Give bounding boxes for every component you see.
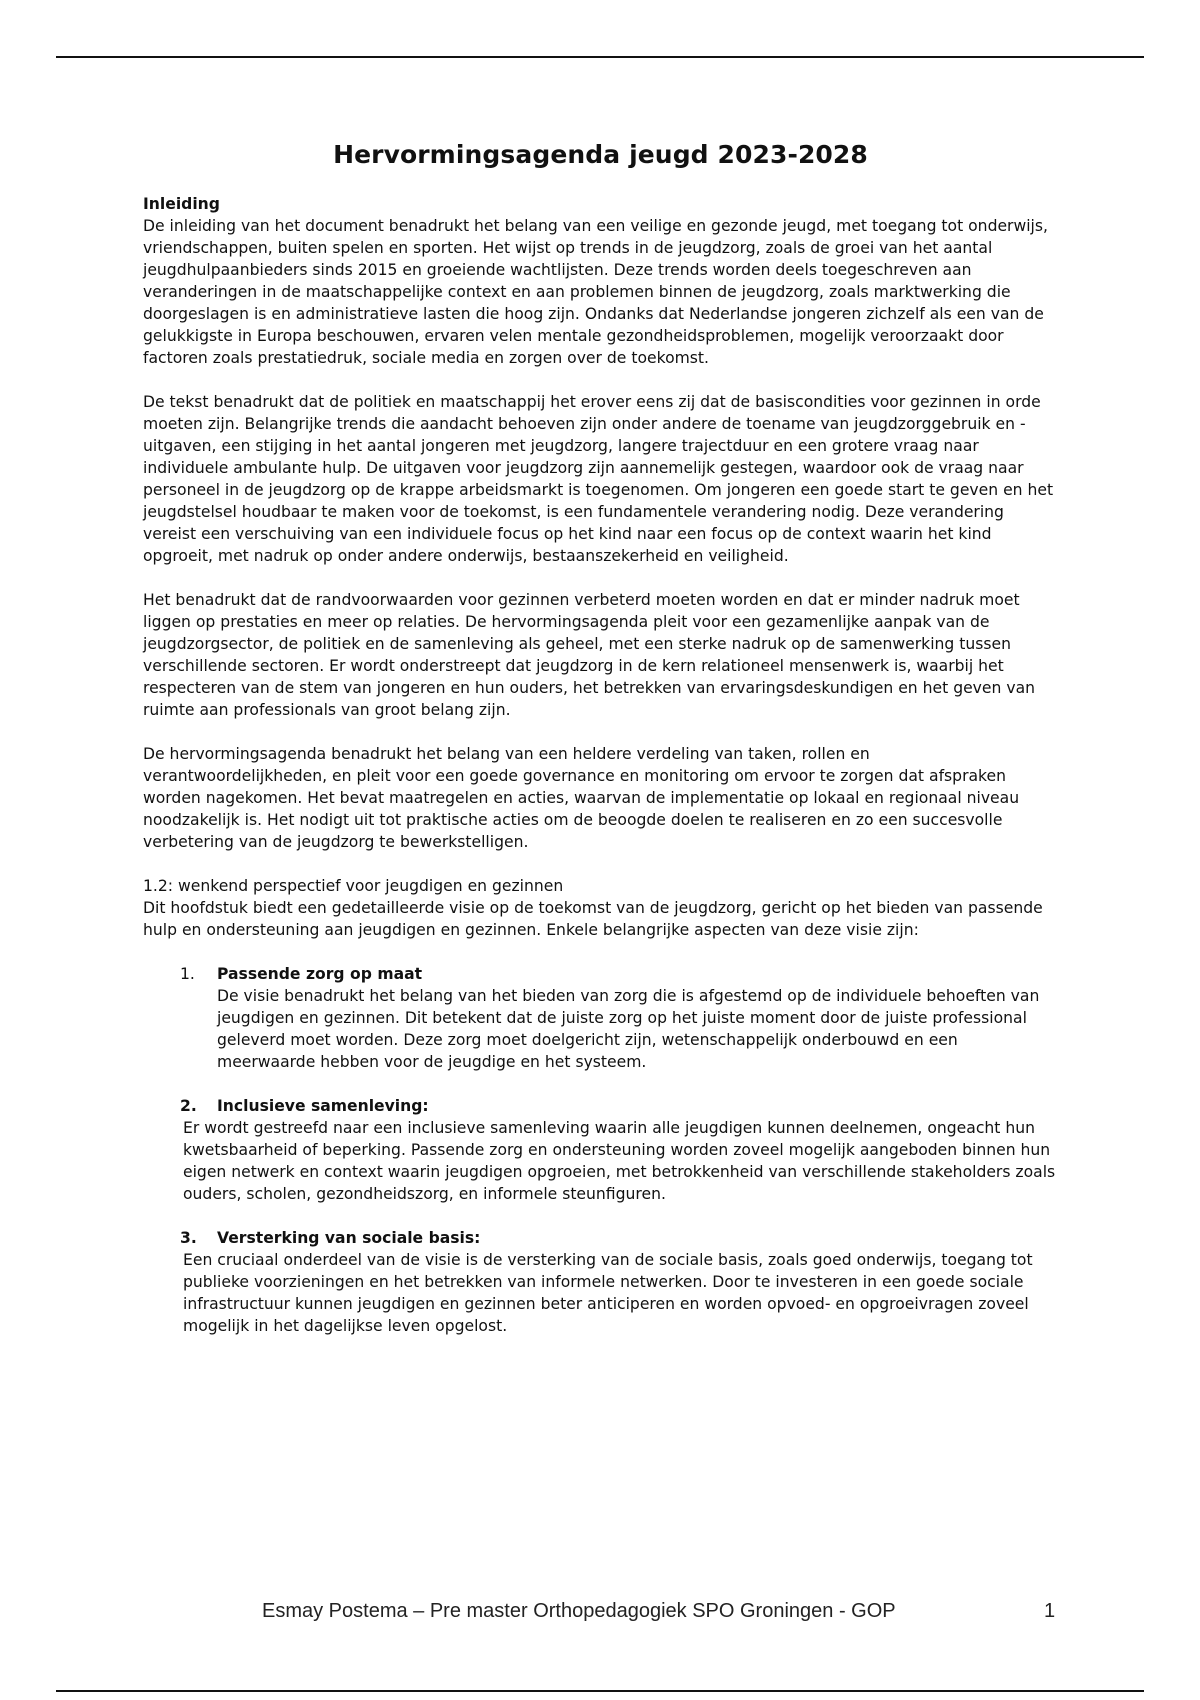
vision-list xyxy=(143,963,1058,1337)
list-item-title: Passende zorg op maat xyxy=(217,965,423,983)
section-intro: Dit hoofdstuk biedt een gedetailleerde visie op de toekomst van de jeugdzorg, gericht op het bieden van passende hulp en ondersteuning aan jeugdigen en gezinnen. Enkele belangrijke aspecten van deze visie zijn: xyxy=(143,899,1043,939)
intro-paragraph-1: De inleiding van het document benadrukt het belang van een veilige en gezonde jeugd, met toegang tot onderwijs, vriendschappen, buiten spelen en sporten. Het wijst op trends in de jeugdzorg, zoals de groei van het aantal jeugdhulpaanbieders sinds 2015 en groeiende wachtlijsten. Deze trends worden deels toegeschreven aan veranderingen in de maatschappelijke context en aan problemen binnen de jeugdzorg, zoals marktwerking die doorgeslagen is en administratieve lasten die hoog zijn. Ondanks dat Nederlandse jongeren zichzelf als een van de gelukkigste in Europa beschouwen, ervaren velen mentale gezondheidsproblemen, mogelijk veroorzaakt door factoren zoals prestatiedruk, sociale media en zorgen over de toekomst. xyxy=(143,217,1048,367)
list-item-text: Een cruciaal onderdeel van de visie is de versterking van de sociale basis, zoals goed onderwijs, toegang tot publieke voorzieningen en het betrekken van informele netwerken. Door te investeren in een goede sociale infrastructuur kunnen jeugdigen en gezinnen beter anticiperen en worden opvoed- en opgroeivragen zoveel mogelijk in het dagelijkse leven opgelost. xyxy=(183,1251,1033,1335)
list-item-number: 1. xyxy=(180,965,195,983)
top-rule xyxy=(56,56,1144,58)
list-item xyxy=(143,1095,1058,1205)
intro-paragraph-2: De tekst benadrukt dat de politiek en maatschappij het erover eens zij dat de basiscondities voor gezinnen in orde moeten zijn. Belangrijke trends die aandacht behoeven zijn onder andere de toename van jeugdzorggebruik en -uitgaven, een stijging in het aantal jongeren met jeugdzorg, langere trajectduur en een grotere vraag naar individuele ambulante hulp. De uitgaven voor jeugdzorg zijn aannemelijk gestegen, waardoor ook de vraag naar personeel in de jeugdzorg op de krappe arbeidsmarkt is toegenomen. Om jongeren een goede start te geven en het jeugdstelsel houdbaar te maken voor de toekomst, is een fundamentele verandering nodig. Deze verandering vereist een verschuiving van een individuele focus op het kind naar een focus op de context waarin het kind opgroeit, met nadruk op onder andere onderwijs, bestaanszekerheid en veiligheid. xyxy=(143,393,1054,565)
list-item-title: Inclusieve samenleving: xyxy=(217,1097,429,1115)
list-item-title: Versterking van sociale basis: xyxy=(217,1229,481,1247)
document-body xyxy=(143,140,1058,1359)
section-heading: 1.2: wenkend perspectief voor jeugdigen en gezinnen xyxy=(143,877,564,895)
document-title: Hervormingsagenda jeugd 2023-2028 xyxy=(333,140,868,169)
list-item-number: 3. xyxy=(180,1229,197,1247)
list-item xyxy=(143,1227,1058,1337)
intro-paragraph-4: De hervormingsagenda benadrukt het belang van een heldere verdeling van taken, rollen en verantwoordelijkheden, en pleit voor een goede governance en monitoring om ervoor te zorgen dat afspraken worden nagekomen. Het bevat maatregelen en acties, waarvan de implementatie op lokaal en regionaal niveau noodzakelijk is. Het nodigt uit tot praktische acties om de beoogde doelen te realiseren en zo een succesvolle verbetering van de jeugdzorg te bewerkstelligen. xyxy=(143,745,1020,851)
list-item-number: 2. xyxy=(180,1097,197,1115)
list-item xyxy=(143,963,1058,1073)
intro-heading: Inleiding xyxy=(143,195,220,213)
footer-text: Esmay Postema – Pre master Orthopedagogiek SPO Groningen - GOP xyxy=(262,1600,896,1622)
list-item-text: De visie benadrukt het belang van het bieden van zorg die is afgestemd op de individuele behoeften van jeugdigen en gezinnen. Dit betekent dat de juiste zorg op het juiste moment door de juiste professional geleverd moet worden. Deze zorg moet doelgericht zijn, wetenschappelijk onderbouwd en een meerwaarde hebben voor de jeugdige en het systeem. xyxy=(217,987,1040,1071)
list-item-text: Er wordt gestreefd naar een inclusieve samenleving waarin alle jeugdigen kunnen deelnemen, ongeacht hun kwetsbaarheid of beperking. Passende zorg en ondersteuning worden zoveel mogelijk aangeboden binnen hun eigen netwerk en context waarin jeugdigen opgroeien, met betrokkenheid van verschillende stakeholders zoals ouders, scholen, gezondheidszorg, en informele steunfiguren. xyxy=(183,1119,1056,1203)
bottom-rule xyxy=(56,1690,1144,1692)
page-number: 1 xyxy=(1044,1600,1056,1622)
intro-section xyxy=(143,193,1058,1337)
intro-paragraph-3: Het benadrukt dat de randvoorwaarden voor gezinnen verbeterd moeten worden en dat er minder nadruk moet liggen op prestaties en meer op relaties. De hervormingsagenda pleit voor een gezamenlijke aanpak van de jeugdzorgsector, de politiek en de samenleving als geheel, met een sterke nadruk op de samenwerking tussen verschillende sectoren. Er wordt onderstreept dat jeugdzorg in de kern relationeel mensenwerk is, waarbij het respecteren van de stem van jongeren en hun ouders, het betrekken van ervaringsdeskundigen en het geven van ruimte aan professionals van groot belang zijn. xyxy=(143,591,1036,719)
